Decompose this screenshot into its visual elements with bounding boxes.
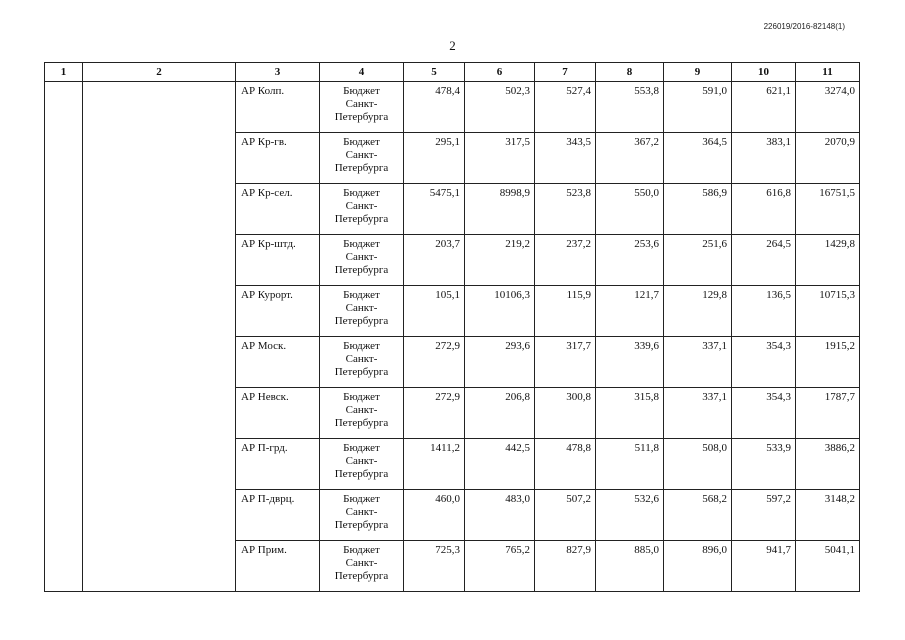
funding-source-line: Бюджет [343,289,380,301]
funding-source-line: Санкт- [345,455,378,467]
value-cell: 129,8 [664,286,732,337]
value-cell: 616,8 [732,184,796,235]
value-cell: 3148,2 [796,490,860,541]
value-cell: 354,3 [732,337,796,388]
funding-source-line: Бюджет [343,493,380,505]
column-header: 4 [320,63,404,82]
column-header: 11 [796,63,860,82]
table-row [45,235,860,286]
value-cell: 264,5 [732,235,796,286]
cell-col-2 [83,337,236,388]
value-cell: 16751,5 [796,184,860,235]
value-cell: 8998,9 [465,184,535,235]
value-cell: 5475,1 [404,184,465,235]
value-cell: 478,8 [535,439,596,490]
value-cell: 136,5 [732,286,796,337]
funding-source-line: Бюджет [343,544,380,556]
value-cell: 272,9 [404,388,465,439]
cell-col-1 [45,82,83,133]
value-cell: 568,2 [664,490,732,541]
value-cell: 337,1 [664,388,732,439]
value-cell: 272,9 [404,337,465,388]
value-cell: 3886,2 [796,439,860,490]
table-row [45,439,860,490]
cell-col-1 [45,439,83,490]
funding-source-cell [320,286,404,337]
value-cell: 237,2 [535,235,596,286]
funding-source-line: Санкт- [345,404,378,416]
funding-source-cell [320,388,404,439]
value-cell: 621,1 [732,82,796,133]
value-cell: 337,1 [664,337,732,388]
value-cell: 343,5 [535,133,596,184]
column-header: 2 [83,63,236,82]
cell-col-2 [83,184,236,235]
funding-source-cell [320,133,404,184]
value-cell: 121,7 [596,286,664,337]
funding-source-line: Санкт- [345,506,378,518]
value-cell: 508,0 [664,439,732,490]
cell-col-2 [83,541,236,592]
funding-source-line: Бюджет [343,136,380,148]
value-cell: 941,7 [732,541,796,592]
value-cell: 105,1 [404,286,465,337]
funding-source-line: Санкт- [345,98,378,110]
table-body [45,82,860,592]
value-cell: 591,0 [664,82,732,133]
region-cell: АР Кр-гв. [236,133,320,184]
table-row [45,184,860,235]
column-header: 7 [535,63,596,82]
cell-col-1 [45,490,83,541]
funding-source-line: Петербурга [334,213,389,225]
column-header: 1 [45,63,83,82]
value-cell: 5041,1 [796,541,860,592]
funding-source-cell [320,439,404,490]
column-header: 9 [664,63,732,82]
funding-source-line: Санкт- [345,200,378,212]
value-cell: 206,8 [465,388,535,439]
table-row [45,388,860,439]
value-cell: 597,2 [732,490,796,541]
funding-source-line: Бюджет [343,85,380,97]
table-row [45,286,860,337]
cell-col-2 [83,82,236,133]
value-cell: 317,5 [465,133,535,184]
column-header: 5 [404,63,465,82]
value-cell: 483,0 [465,490,535,541]
funding-source-line: Петербурга [334,315,389,327]
value-cell: 1429,8 [796,235,860,286]
document-id: 226019/2016-82148(1) [763,22,845,31]
funding-source-line: Петербурга [334,264,389,276]
value-cell: 219,2 [465,235,535,286]
funding-source-line: Бюджет [343,238,380,250]
table-row [45,82,860,133]
value-cell: 460,0 [404,490,465,541]
value-cell: 364,5 [664,133,732,184]
cell-col-2 [83,490,236,541]
funding-source-line: Петербурга [334,570,389,582]
value-cell: 3274,0 [796,82,860,133]
column-header: 8 [596,63,664,82]
cell-col-1 [45,541,83,592]
cell-col-2 [83,235,236,286]
column-header: 10 [732,63,796,82]
funding-source-line: Петербурга [334,468,389,480]
cell-col-1 [45,133,83,184]
value-cell: 295,1 [404,133,465,184]
region-cell: АР Кр-сел. [236,184,320,235]
value-cell: 502,3 [465,82,535,133]
table-row [45,541,860,592]
region-cell: АР П-дврц. [236,490,320,541]
value-cell: 253,6 [596,235,664,286]
value-cell: 586,9 [664,184,732,235]
region-cell: АР Моск. [236,337,320,388]
cell-col-1 [45,184,83,235]
value-cell: 550,0 [596,184,664,235]
column-header: 3 [236,63,320,82]
table-row [45,133,860,184]
value-cell: 300,8 [535,388,596,439]
value-cell: 765,2 [465,541,535,592]
budget-table [44,62,860,592]
value-cell: 1411,2 [404,439,465,490]
cell-col-2 [83,388,236,439]
funding-source-line: Бюджет [343,340,380,352]
value-cell: 1787,7 [796,388,860,439]
value-cell: 523,8 [535,184,596,235]
value-cell: 896,0 [664,541,732,592]
funding-source-line: Санкт- [345,251,378,263]
table-row [45,490,860,541]
cell-col-1 [45,235,83,286]
cell-col-1 [45,337,83,388]
cell-col-2 [83,286,236,337]
page-number: 2 [449,38,456,53]
value-cell: 203,7 [404,235,465,286]
funding-source-line: Бюджет [343,442,380,454]
funding-source-cell [320,541,404,592]
value-cell: 10715,3 [796,286,860,337]
funding-source-line: Санкт- [345,302,378,314]
funding-source-line: Санкт- [345,353,378,365]
cell-col-2 [83,439,236,490]
funding-source-cell [320,184,404,235]
value-cell: 885,0 [596,541,664,592]
value-cell: 511,8 [596,439,664,490]
value-cell: 532,6 [596,490,664,541]
funding-source-line: Санкт- [345,149,378,161]
header-row [45,63,860,82]
value-cell: 10106,3 [465,286,535,337]
cell-col-2 [83,133,236,184]
value-cell: 315,8 [596,388,664,439]
value-cell: 553,8 [596,82,664,133]
value-cell: 354,3 [732,388,796,439]
funding-source-cell [320,82,404,133]
region-cell: АР Колп. [236,82,320,133]
value-cell: 317,7 [535,337,596,388]
cell-col-1 [45,388,83,439]
value-cell: 2070,9 [796,133,860,184]
region-cell: АР П-грд. [236,439,320,490]
column-header: 6 [465,63,535,82]
value-cell: 827,9 [535,541,596,592]
region-cell: АР Прим. [236,541,320,592]
value-cell: 442,5 [465,439,535,490]
value-cell: 478,4 [404,82,465,133]
funding-source-line: Петербурга [334,519,389,531]
value-cell: 293,6 [465,337,535,388]
funding-source-line: Бюджет [343,391,380,403]
value-cell: 251,6 [664,235,732,286]
region-cell: АР Невск. [236,388,320,439]
region-cell: АР Курорт. [236,286,320,337]
funding-source-line: Санкт- [345,557,378,569]
value-cell: 367,2 [596,133,664,184]
table-row [45,337,860,388]
funding-source-line: Петербурга [334,162,389,174]
value-cell: 507,2 [535,490,596,541]
cell-col-1 [45,286,83,337]
funding-source-cell [320,337,404,388]
funding-source-line: Бюджет [343,187,380,199]
funding-source-line: Петербурга [334,111,389,123]
value-cell: 339,6 [596,337,664,388]
value-cell: 383,1 [732,133,796,184]
funding-source-cell [320,235,404,286]
funding-source-cell [320,490,404,541]
funding-source-line: Петербурга [334,417,389,429]
funding-source-line: Петербурга [334,366,389,378]
value-cell: 725,3 [404,541,465,592]
value-cell: 1915,2 [796,337,860,388]
value-cell: 115,9 [535,286,596,337]
value-cell: 533,9 [732,439,796,490]
region-cell: АР Кр-штд. [236,235,320,286]
value-cell: 527,4 [535,82,596,133]
